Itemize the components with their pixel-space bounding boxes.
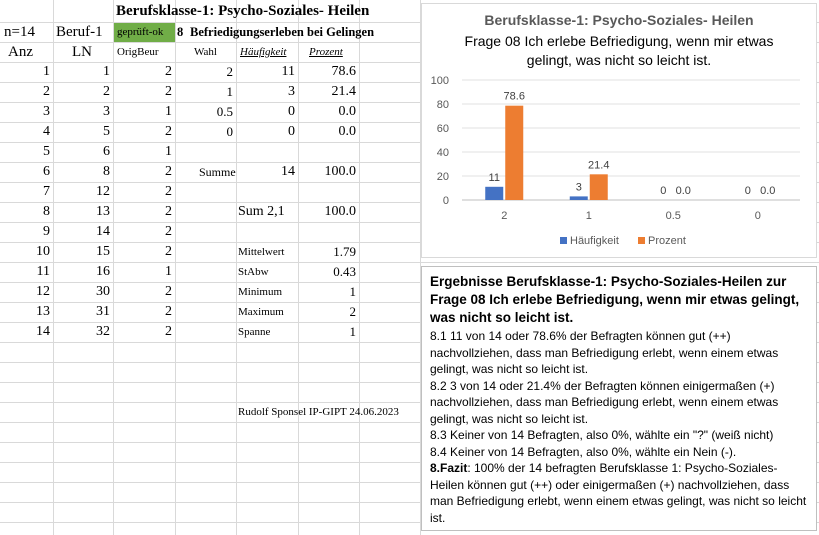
- ln-cell[interactable]: 8: [103, 164, 110, 179]
- result-8-1: 8.1 11 von 14 oder 78.6% der Befragten können gut (++) nachvollziehen, dass man Befriedigung erlebt, wenn einem etwas gelingt, was nicht so leicht ist.: [430, 329, 779, 376]
- anz-cell[interactable]: 8: [43, 204, 50, 219]
- stat-value[interactable]: 1.79: [333, 244, 356, 259]
- data-label: 21.4: [588, 159, 610, 172]
- haeufigkeit-cell[interactable]: 3: [288, 84, 295, 99]
- stat-value[interactable]: 1: [349, 284, 356, 299]
- y-tick-label: 60: [436, 123, 449, 135]
- orig-cell[interactable]: 2: [165, 84, 172, 99]
- results-textbox[interactable]: [421, 266, 817, 531]
- prozent-cell[interactable]: 21.4: [331, 84, 356, 99]
- ln-cell[interactable]: 2: [103, 84, 110, 99]
- x-tick-label: 2: [501, 210, 508, 222]
- summe-haeufigkeit[interactable]: 14: [281, 164, 295, 179]
- prozent-cell[interactable]: 0.0: [338, 124, 356, 139]
- col-origbeur[interactable]: OrigBeur: [117, 46, 159, 58]
- anz-cell[interactable]: 3: [43, 104, 50, 119]
- fazit-label: 8.Fazit: [430, 461, 468, 475]
- stat-label[interactable]: StAbw: [238, 266, 269, 278]
- orig-cell[interactable]: 2: [165, 284, 172, 299]
- chart-title: Berufsklasse-1: Psycho-Soziales- Heilen: [484, 12, 754, 28]
- legend-swatch: [560, 237, 567, 244]
- orig-cell[interactable]: 1: [165, 104, 172, 119]
- col-ln[interactable]: LN: [72, 44, 92, 60]
- anz-cell[interactable]: 1: [43, 64, 50, 79]
- bar-chart[interactable]: [421, 3, 817, 258]
- stat-label[interactable]: Mittelwert: [238, 246, 285, 258]
- beruf-label[interactable]: Beruf-1: [56, 24, 103, 40]
- anz-cell[interactable]: 4: [43, 124, 50, 139]
- bar-prozent: [505, 106, 523, 200]
- stat-value[interactable]: 1: [349, 324, 356, 339]
- anz-cell[interactable]: 10: [36, 244, 50, 259]
- result-8-2: 8.2 3 von 14 oder 21.4% der Befragten können einigermaßen (+) nachvollziehen, dass man Befriedigung erlebt, wenn einem etwas gelingt, was nicht so leicht ist.: [430, 378, 779, 426]
- anz-cell[interactable]: 13: [36, 304, 50, 319]
- sum21-prozent[interactable]: 100.0: [324, 204, 356, 219]
- orig-cell[interactable]: 2: [165, 324, 172, 339]
- orig-cell[interactable]: 2: [165, 304, 172, 319]
- anz-cell[interactable]: 7: [43, 184, 50, 199]
- ln-cell[interactable]: 5: [103, 124, 110, 139]
- orig-cell[interactable]: 2: [165, 224, 172, 239]
- anz-cell[interactable]: 6: [43, 164, 50, 179]
- prozent-cell[interactable]: 0.0: [338, 104, 356, 119]
- col-haeufigkeit[interactable]: Häufigkeit: [240, 46, 287, 58]
- orig-cell[interactable]: 2: [165, 184, 172, 199]
- y-tick-label: 100: [430, 75, 449, 87]
- author-credit[interactable]: Rudolf Sponsel IP-GIPT 24.06.2023: [238, 406, 399, 418]
- data-label: 11: [488, 171, 500, 184]
- data-label: 0: [744, 185, 751, 197]
- stat-label[interactable]: Spanne: [238, 326, 271, 338]
- haeufigkeit-cell[interactable]: 0: [288, 124, 295, 139]
- anz-cell[interactable]: 11: [36, 264, 50, 279]
- anz-cell[interactable]: 2: [43, 84, 50, 99]
- orig-cell[interactable]: 2: [165, 244, 172, 259]
- data-label: 0.0: [760, 185, 776, 197]
- anz-cell[interactable]: 9: [43, 224, 50, 239]
- bar-hufigkeit: [485, 187, 503, 200]
- question-number[interactable]: 8: [177, 25, 184, 39]
- ln-cell[interactable]: 13: [96, 204, 110, 219]
- col-anz[interactable]: Anz: [8, 44, 33, 60]
- col-wahl[interactable]: Wahl: [194, 46, 217, 58]
- y-tick-label: 0: [442, 195, 449, 207]
- fazit-text: : 100% der 14 befragten Berufsklasse 1: Psycho-Soziales-Heilen können gut (++) oder einigermaßen (+) nachvollziehen, dass man Befriedigung erlebt, wenn einem etwas gelingt, was nicht so leicht ist.: [430, 461, 807, 525]
- result-8-4: 8.4 Keiner von 14 Befragten, also 0%, wählte ein Nein (-).: [430, 444, 737, 459]
- results-heading: Ergebnisse Berufsklasse-1: Psycho-Soziales-Heilen zur Frage 08 Ich erlebe Befriedigung, wenn mir etwas gelingt, was nicht so leicht ist.: [430, 274, 800, 325]
- x-tick-label: 1: [585, 210, 592, 222]
- bar-hufigkeit: [570, 196, 588, 200]
- ln-cell[interactable]: 16: [96, 264, 110, 279]
- x-tick-label: 0: [754, 210, 761, 222]
- legend-label: Häufigkeit: [570, 235, 619, 247]
- col-prozent[interactable]: Prozent: [309, 46, 343, 58]
- wahl-cell[interactable]: 1: [226, 84, 233, 99]
- ln-cell[interactable]: 1: [103, 64, 110, 79]
- ln-cell[interactable]: 14: [96, 224, 110, 239]
- stat-label[interactable]: Minimum: [238, 286, 283, 298]
- stat-label[interactable]: Maximum: [238, 306, 284, 318]
- wahl-cell[interactable]: 0.5: [216, 104, 233, 119]
- ln-cell[interactable]: 15: [96, 244, 110, 259]
- check-label[interactable]: geprüft-ok: [114, 23, 175, 42]
- orig-cell[interactable]: 2: [165, 124, 172, 139]
- ln-cell[interactable]: 6: [103, 144, 110, 159]
- anz-cell[interactable]: 12: [36, 284, 50, 299]
- chart-plot: [422, 4, 816, 257]
- sum21-label[interactable]: Sum 2,1: [238, 204, 285, 219]
- orig-cell[interactable]: 2: [165, 64, 172, 79]
- x-tick-label: 0.5: [665, 210, 681, 222]
- bar-prozent: [590, 174, 608, 200]
- orig-cell[interactable]: 2: [165, 164, 172, 179]
- ln-cell[interactable]: 30: [96, 284, 110, 299]
- y-tick-label: 20: [436, 171, 449, 183]
- ln-cell[interactable]: 32: [96, 324, 110, 339]
- ln-cell[interactable]: 31: [96, 304, 110, 319]
- chart-subtitle: Frage 08 Ich erlebe Befriedigung, wenn mir etwas gelingt, was nicht so leicht ist.: [464, 33, 774, 68]
- data-label: 78.6: [503, 90, 525, 103]
- haeufigkeit-cell[interactable]: 11: [281, 64, 295, 79]
- question-title[interactable]: Befriedigungserleben bei Gelingen: [190, 25, 375, 39]
- anz-cell[interactable]: 5: [43, 144, 50, 159]
- ln-cell[interactable]: 12: [96, 184, 110, 199]
- orig-cell[interactable]: 1: [165, 264, 172, 279]
- legend-swatch: [638, 237, 645, 244]
- stat-value[interactable]: 2: [349, 304, 356, 319]
- legend-label: Prozent: [648, 235, 686, 247]
- y-tick-label: 40: [436, 147, 449, 159]
- summe-prozent[interactable]: 100.0: [324, 164, 356, 179]
- data-label: 3: [575, 181, 582, 194]
- summe-label[interactable]: Summe: [199, 165, 236, 179]
- sheet-title[interactable]: Berufsklasse-1: Psycho-Soziales- Heilen: [116, 3, 370, 19]
- y-tick-label: 80: [436, 99, 449, 111]
- orig-cell[interactable]: 2: [165, 204, 172, 219]
- result-8-3: 8.3 Keiner von 14 Befragten, also 0%, wählte ein "?" (weiß nicht): [430, 428, 774, 442]
- stat-value[interactable]: 0.43: [333, 264, 356, 279]
- data-label: 0.0: [675, 185, 691, 197]
- ln-cell[interactable]: 3: [103, 104, 110, 119]
- result-fazit: [430, 460, 808, 526]
- anz-cell[interactable]: 14: [36, 324, 50, 339]
- n-label[interactable]: n=14: [4, 24, 35, 40]
- orig-cell[interactable]: 1: [165, 144, 172, 159]
- data-label: 0: [660, 185, 667, 197]
- prozent-cell[interactable]: 78.6: [331, 64, 356, 79]
- wahl-cell[interactable]: 0: [226, 124, 233, 139]
- haeufigkeit-cell[interactable]: 0: [288, 104, 295, 119]
- wahl-cell[interactable]: 2: [226, 64, 233, 79]
